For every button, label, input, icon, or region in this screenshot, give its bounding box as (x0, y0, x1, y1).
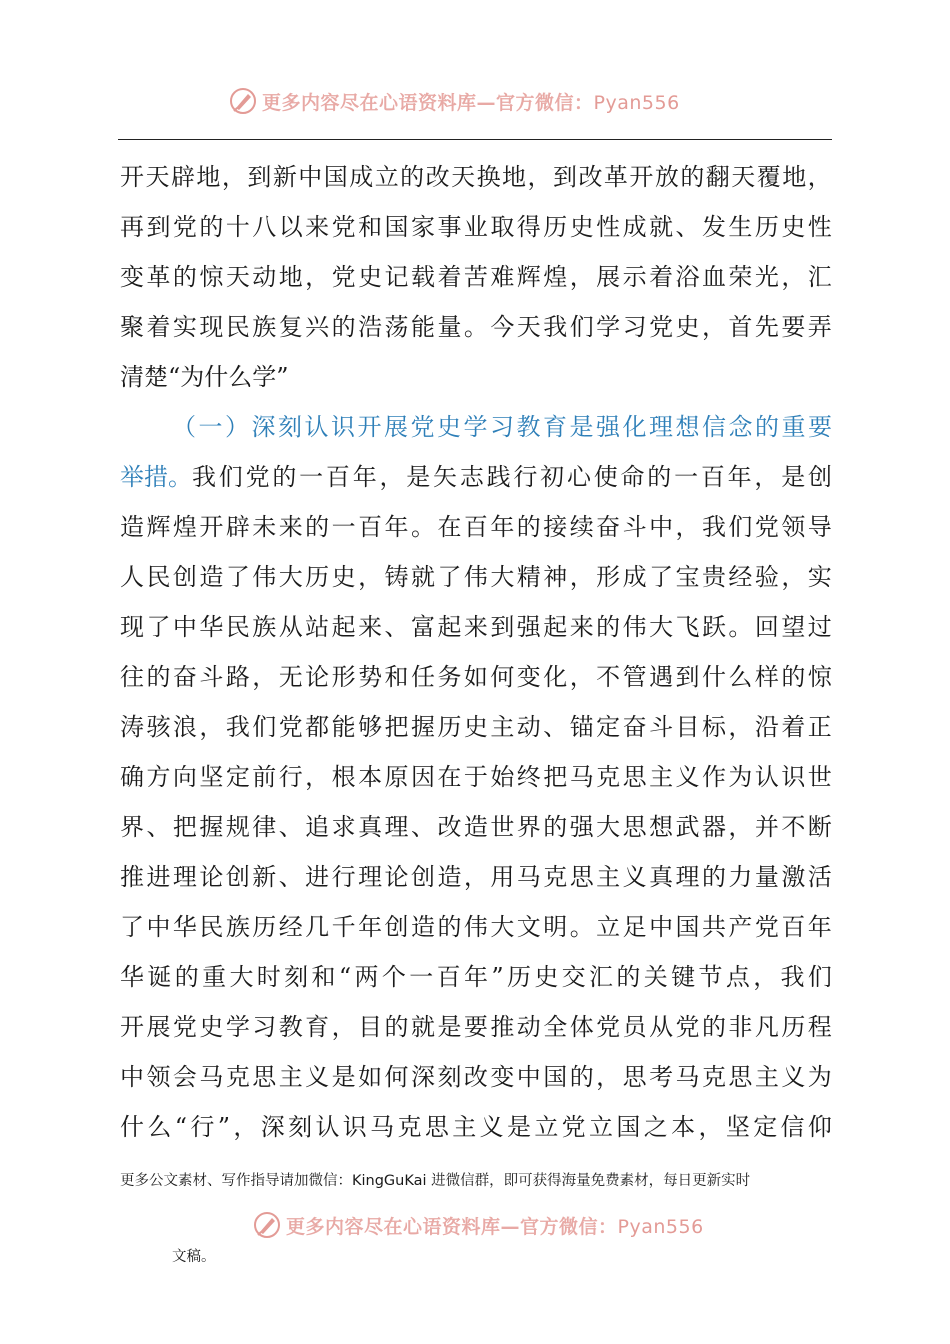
header-watermark-id: Pyan556 (593, 91, 680, 114)
text-line: 现 了 中 华 民 族 从 站 起 来 、 富 起 来 到 强 起 来 的 伟 大 飞 跃 。 回 望 过 (120, 613, 832, 641)
pen-logo-icon (228, 86, 258, 116)
text-line: 人 民 创 造 了 伟 大 历 史 ， 铸 就 了 伟 大 精 神 ， 形 成 了 宝 贵 经 验 ， 实 (120, 563, 832, 591)
text-line: 再 到 党 的 十 八 以 来 党 和 国 家 事 业 取 得 历 史 性 成 就 、 发 生 历 史 性 (120, 213, 832, 241)
footer-watermark-text (286, 1212, 704, 1239)
text-line: 聚 着 实 现 民 族 复 兴 的 浩 荡 能 量 。 今 天 我 们 学 习 党 史 ， 首 先 要 弄 (120, 313, 832, 341)
text-line (120, 452, 832, 502)
section-heading: （ 一 ） 深 刻 认 识 开 展 党 史 学 习 教 育 是 强 化 理 想 信 念 的 重 要 (172, 413, 832, 441)
text-line: 中 领 会 马 克 思 主 义 是 如 何 深 刻 改 变 中 国 的 ， 思 考 马 克 思 主 义 为 (120, 1063, 832, 1091)
header-rule (118, 139, 832, 140)
text-line: 变 革 的 惊 天 动 地 ， 党 史 记 载 着 苦 难 辉 煌 ， 展 示 着 浴 血 荣 光 ， 汇 (120, 263, 832, 291)
text-line: 造 辉 煌 开 辟 未 来 的 一 百 年 。 在 百 年 的 接 续 奋 斗 中 ， 我 们 党 领 导 (120, 513, 832, 541)
footer-watermark-label: 更多内容尽在心语资料库—官方微信： (286, 1215, 618, 1238)
text-line: 推 进 理 论 创 新 、 进 行 理 论 创 造 ， 用 马 克 思 主 义 真 理 的 力 量 激 活 (120, 863, 832, 891)
text-line: 开 天 辟 地 ， 到 新 中 国 成 立 的 改 天 换 地 ， 到 改 革 开 放 的 翻 天 覆 地 ， (120, 163, 832, 191)
document-body (120, 152, 832, 1152)
text-line: 界 、 把 握 规 律 、 追 求 真 理 、 改 造 世 界 的 强 大 思 想 武 器 ， 并 不 断 (120, 813, 832, 841)
text-line: 华 诞 的 重 大 时 刻 和 “ 两 个 一 百 年 ” 历 史 交 汇 的 关 键 节 点 ， 我 们 (120, 963, 832, 991)
footer-note: 更多公文素材、写作指导请加微信：KingGuKai 进微信群，即可获得海量免费素材，每日更新实时 (120, 1173, 751, 1189)
text-line: 什 么 “ 行 ” ， 深 刻 认 识 马 克 思 主 义 是 立 党 立 国 之 本 ， 坚 定 信 仰 (120, 1113, 832, 1141)
text-line: 开 展 党 史 学 习 教 育 ， 目 的 就 是 要 推 动 全 体 党 员 从 党 的 非 凡 历 程 (120, 1013, 832, 1041)
text-line: 了 中 华 民 族 历 经 几 千 年 创 造 的 伟 大 文 明 。 立 足 中 国 共 产 党 百 年 (120, 913, 832, 941)
pen-logo-icon (252, 1210, 282, 1240)
footer-tail: 文稿。 (172, 1249, 216, 1265)
footer-watermark-id: Pyan556 (617, 1215, 704, 1238)
text-line: 往 的 奋 斗 路 ， 无 论 形 势 和 任 务 如 何 变 化 ， 不 管 遇 到 什 么 样 的 惊 (120, 663, 832, 691)
header-watermark (228, 86, 680, 116)
text-line-rest: 我 们 党 的 一 百 年 ， 是 矢 志 践 行 初 心 使 命 的 一 百 年 ， 是 创 (192, 463, 832, 491)
header-watermark-label: 更多内容尽在心语资料库—官方微信： (262, 91, 594, 114)
section-heading-end: 举措。 (120, 463, 192, 491)
header-watermark-text (262, 88, 680, 115)
footer-watermark (252, 1210, 704, 1240)
text-line: 涛 骇 浪 ， 我 们 党 都 能 够 把 握 历 史 主 动 、 锚 定 奋 斗 目 标 ， 沿 着 正 (120, 713, 832, 741)
text-line: 确 方 向 坚 定 前 行 ， 根 本 原 因 在 于 始 终 把 马 克 思 主 义 作 为 认 识 世 (120, 763, 832, 791)
text-line: 清楚“为什么学” (120, 363, 289, 391)
